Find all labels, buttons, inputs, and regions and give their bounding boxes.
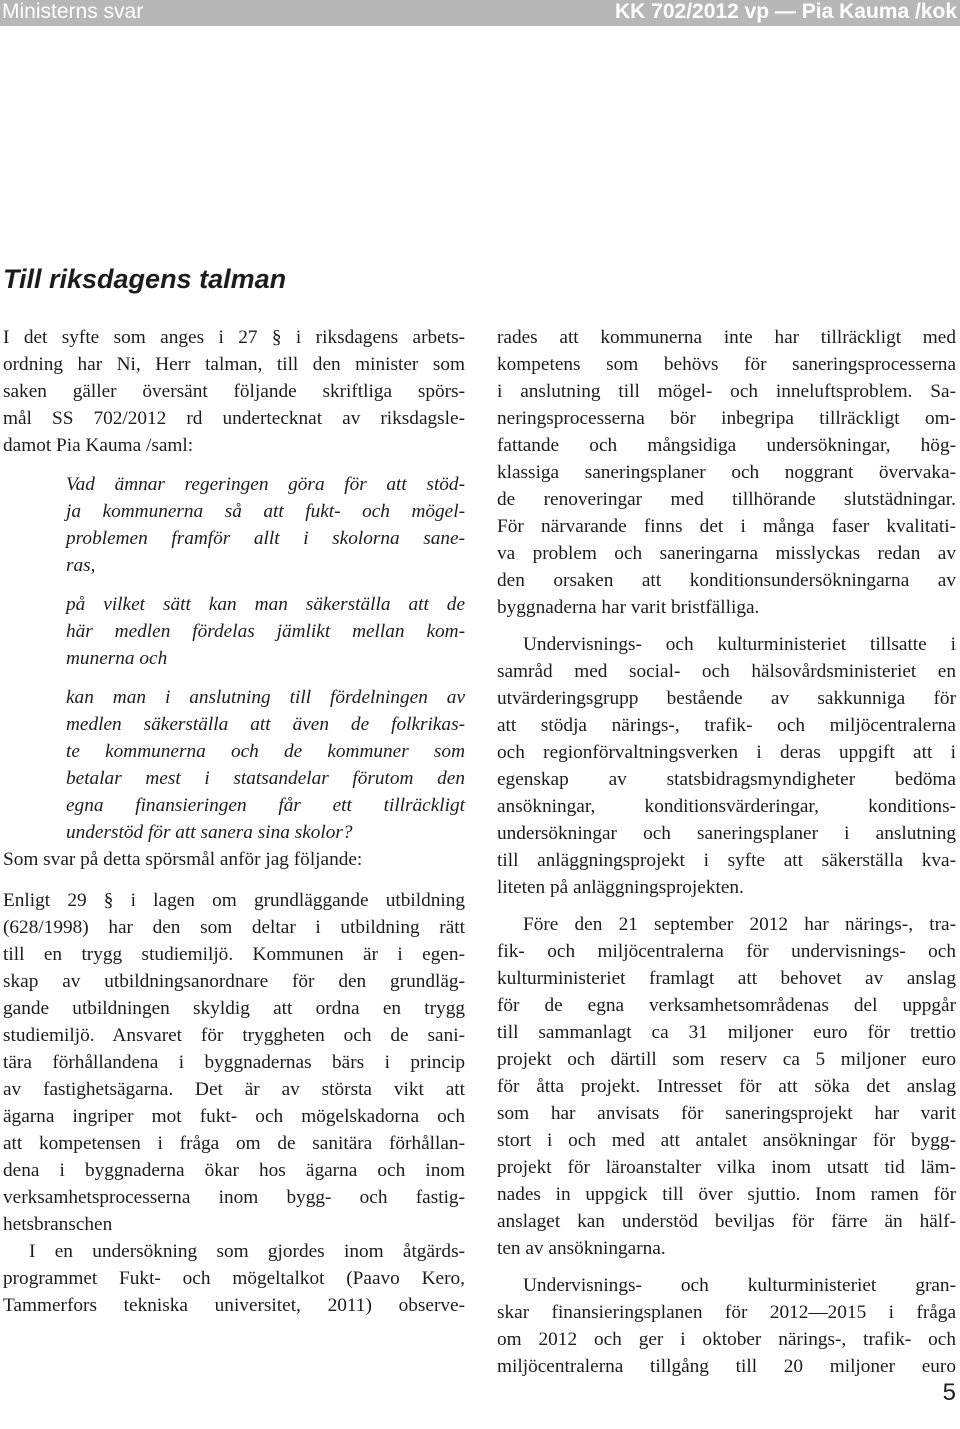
intro-paragraph: [3, 324, 465, 459]
text-line: den orsaken att konditionsundersökningarna av: [497, 570, 956, 591]
text-line: till sammanlagt ca 31 miljoner euro för trettio: [497, 1022, 956, 1043]
text-line: samråd med social- och hälsovårdsministeriet en: [497, 661, 956, 682]
paragraph: [3, 1238, 465, 1319]
text-line: ägarna ingriper mot fukt- och mögelskadorna och: [3, 1106, 465, 1127]
text-line: nades in uppgick till över sjuttio. Inom ramen för: [497, 1184, 956, 1205]
text-line: kan man i anslutning till fördelningen av: [66, 687, 465, 708]
text-line: projekt och därtill som reserv ca 5 miljoner euro: [497, 1049, 956, 1070]
text-line: Enligt 29 § i lagen om grundläggande utbildning: [3, 890, 465, 911]
text-line: klassiga saneringsplaner och noggrant övervaka-: [497, 462, 956, 483]
page-number: 5: [942, 1379, 956, 1406]
text-line: i anslutning till mögel- och inneluftsproblem. Sa-: [497, 381, 956, 402]
text-line: hetsbranschen: [3, 1214, 113, 1235]
text-line: I det syfte som anges i 27 § i riksdagens arbets-: [3, 327, 465, 348]
text-line: saken gäller översänt följande skriftliga spörs-: [3, 381, 465, 402]
page-title: Till riksdagens talman: [3, 264, 287, 294]
text-line: te kommunerna och de kommuner som: [66, 741, 465, 762]
text-line: skap av utbildningsanordnare för den grundläg-: [3, 971, 465, 992]
paragraph: [497, 911, 956, 1262]
text-line: Vad ämnar regeringen göra för att stöd-: [66, 474, 465, 495]
text-line: Tammerfors tekniska universitet, 2011) observe-: [3, 1295, 465, 1316]
text-line: (628/1998) har den som deltar i utbildning rätt: [3, 917, 465, 938]
text-line: verksamhetsprocesserna inom bygg- och fastig-: [3, 1187, 465, 1208]
text-line: egna finansieringen får ett tillräckligt: [66, 795, 465, 816]
text-line: studiemiljö. Ansvaret för tryggheten och de sani-: [3, 1025, 465, 1046]
text-line: Undervisnings- och kulturministeriet gran-: [523, 1275, 956, 1296]
text-line: damot Pia Kauma /saml:: [3, 435, 194, 456]
text-line: för åtta projekt. Intresset för att söka det anslag: [497, 1076, 956, 1097]
text-line: problemen framför allt i skolorna sane-: [66, 528, 465, 549]
question-1: [3, 471, 465, 579]
text-line: fik- och miljöcentralerna för undervisnings- och: [497, 941, 956, 962]
text-line: kompetens som behövs för saneringsprocesserna: [497, 354, 956, 375]
text-line: för de egna verksamhetsområdenas del uppgår: [497, 995, 956, 1016]
text-line: ordning har Ni, Herr talman, till den minister som: [3, 354, 465, 375]
answer-intro: [3, 846, 465, 873]
text-line: de renoveringar med tillhörande slutstädningar.: [497, 489, 956, 510]
text-line: om 2012 och ger i oktober närings-, trafik- och: [497, 1329, 956, 1350]
text-line: till anläggningsprojekt i syfte att säkerställa kva-: [497, 850, 956, 871]
text-line: av fastighetsägarna. Det är av största vikt att: [3, 1079, 465, 1100]
header-document-id: KK 702/2012 vp — Pia Kauma /kok: [615, 0, 957, 23]
text-line: understöd för att sanera sina skolor?: [66, 822, 353, 843]
text-line: utvärderingsgrupp bestående av sakkunniga för: [497, 688, 956, 709]
text-line: mål SS 702/2012 rd undertecknat av riksdagsle-: [3, 408, 465, 429]
text-line: dena i byggnaderna ökar hos ägarna och inom: [3, 1160, 465, 1181]
text-line: egenskap av statsbidragsmyndigheter bedöma: [497, 769, 956, 790]
question-2: [3, 591, 465, 672]
text-line: I en undersökning som gjordes inom åtgärds-: [29, 1241, 465, 1262]
paragraph: [3, 887, 465, 1238]
page-header: [0, 0, 960, 26]
text-line: programmet Fukt- och mögeltalkot (Paavo Kero,: [3, 1268, 465, 1289]
text-line: ten av ansökningarna.: [497, 1238, 666, 1259]
text-line: som har anvisats för saneringsprojekt har varit: [497, 1103, 956, 1124]
paragraph: [497, 1272, 956, 1380]
text-line: fattande och mångsidiga undersökningar, hög-: [497, 435, 956, 456]
paragraph: [497, 631, 956, 901]
text-line: projekt för läroanstalter vilka inom utsatt tid läm-: [497, 1157, 956, 1178]
text-line: rades att kommunerna inte har tillräckligt med: [497, 327, 956, 348]
text-line: kulturministeriet framlagt att behovet av anslag: [497, 968, 956, 989]
question-3: [3, 684, 465, 846]
text-line: och regionförvaltningsverken i deras uppgift att i: [497, 742, 956, 763]
text-line: stort i och med att antalet ansökningar för bygg-: [497, 1130, 956, 1151]
left-column: [3, 324, 465, 1319]
text-line: att stödja närings-, trafik- och miljöcentralerna: [497, 715, 956, 736]
text-line: undersökningar och saneringsplaner i anslutning: [497, 823, 956, 844]
text-line: anslaget kan understöd beviljas för färre än hälf-: [497, 1211, 956, 1232]
header-section-label: Ministerns svar: [2, 0, 144, 23]
text-line: neringsprocesserna bör inbegripa tillräckligt om-: [497, 408, 956, 429]
text-line: betalar mest i statsandelar förutom den: [66, 768, 465, 789]
text-line: här medlen fördelas jämlikt mellan kom-: [66, 621, 465, 642]
text-line: till en trygg studiemiljö. Kommunen är i egen-: [3, 944, 465, 965]
text-line: gande utbildningen skyldig att ordna en trygg: [3, 998, 465, 1019]
text-line: ansökningar, konditionsvärderingar, konditions-: [497, 796, 956, 817]
text-line: att kompetensen i fråga om de sanitära förhållan-: [3, 1133, 465, 1154]
text-line: liteten på anläggningsprojekten.: [497, 877, 744, 898]
text-line: ras,: [66, 555, 96, 576]
text-line: ja kommunerna så att fukt- och mögel-: [66, 501, 465, 522]
text-line: byggnaderna har varit bristfälliga.: [497, 597, 760, 618]
text-line: skar finansieringsplanen för 2012—2015 i fråga: [497, 1302, 956, 1323]
text-line: miljöcentralerna tillgång till 20 miljoner euro: [497, 1356, 956, 1377]
text-line: Före den 21 september 2012 har närings-, tra-: [523, 914, 956, 935]
text-line: på vilket sätt kan man säkerställa att de: [66, 594, 465, 615]
text-line: medlen säkerställa att även de folkrikas-: [66, 714, 465, 735]
text-line: munerna och: [66, 648, 168, 669]
right-column: [497, 324, 956, 1380]
text-line: Undervisnings- och kulturministeriet tillsatte i: [523, 634, 956, 655]
paragraph: [497, 324, 956, 621]
text-line: För närvarande finns det i många faser kvalitati-: [497, 516, 956, 537]
text-line: va problem och saneringarna misslyckas redan av: [497, 543, 956, 564]
text-line: Som svar på detta spörsmål anför jag följande:: [3, 849, 363, 870]
text-line: tära förhållandena i byggnadernas bärs i princip: [3, 1052, 465, 1073]
